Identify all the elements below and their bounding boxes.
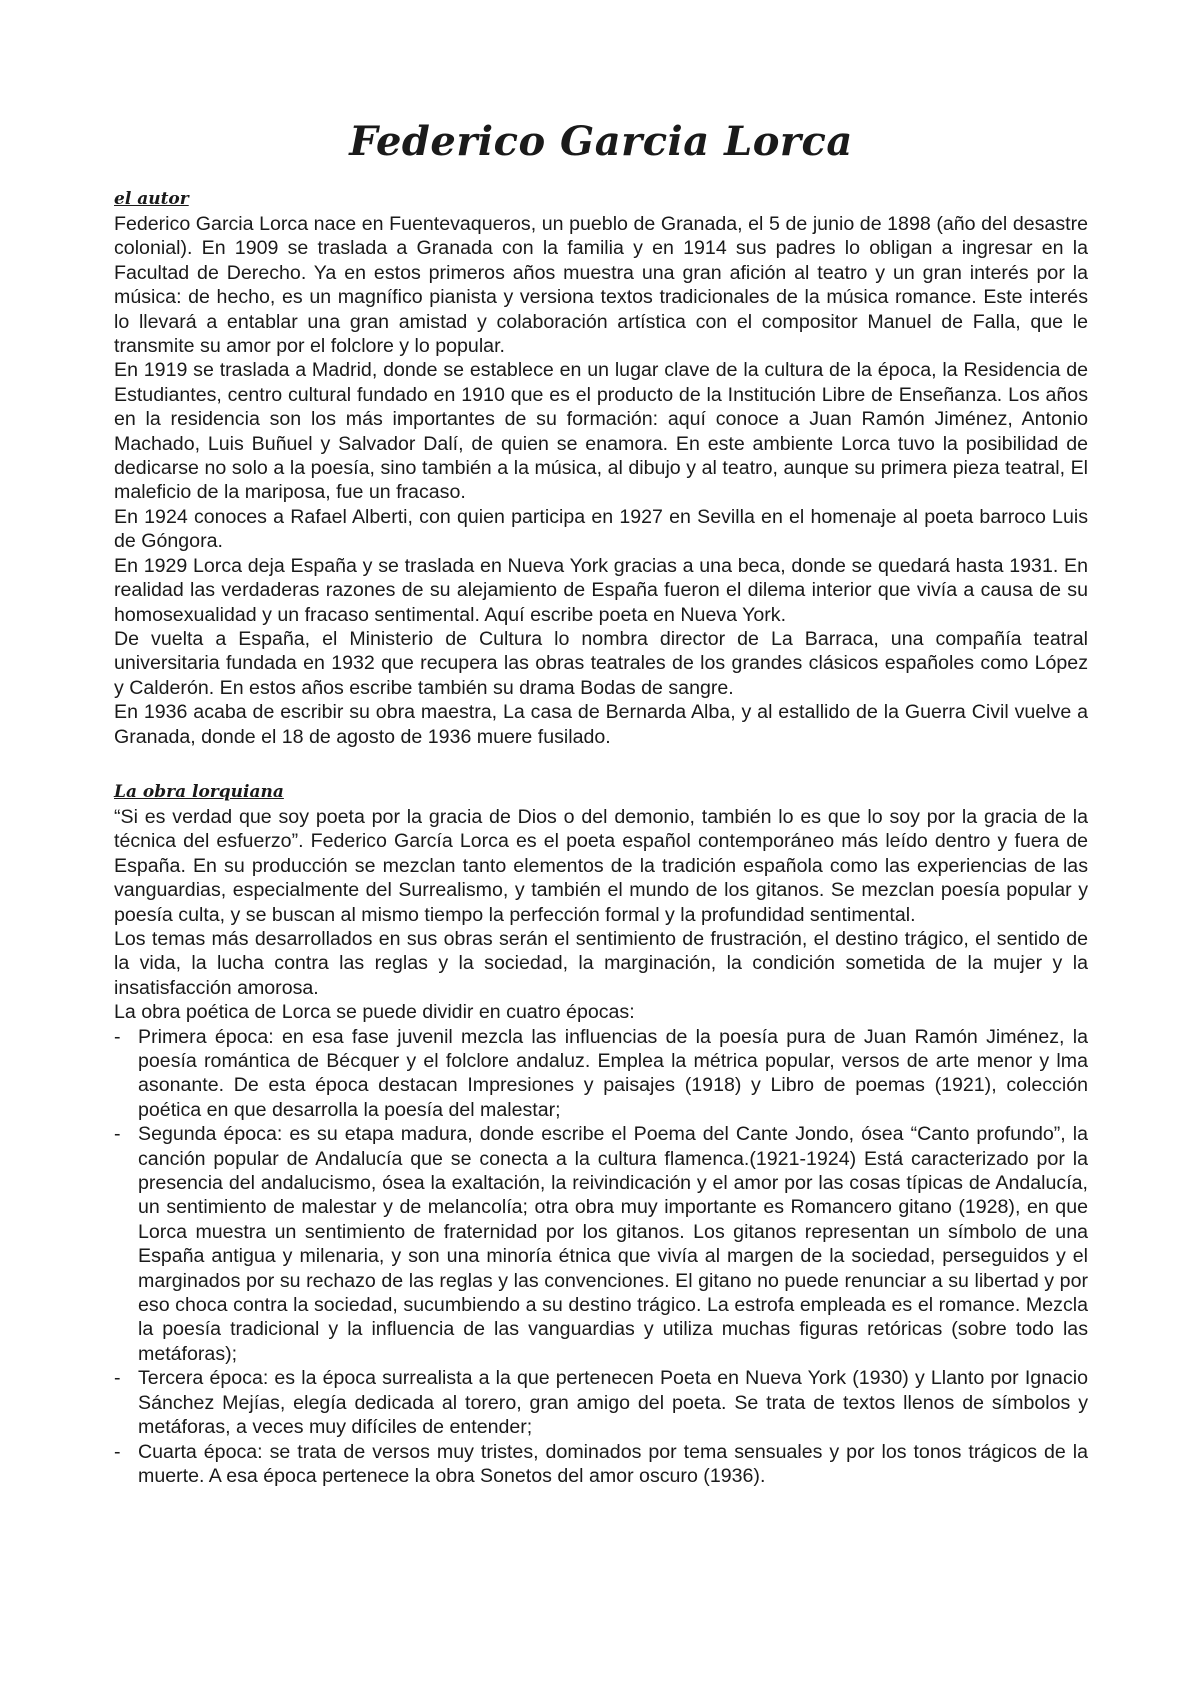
paragraph: Los temas más desarrollados en sus obras serán el sentimiento de frustración, el destino trágico, el sentido de la vida, la lucha contra las reglas y la sociedad, la marginación, la condición sometida de la mujer y la insatisfacción amorosa. [114, 927, 1088, 999]
section-heading-autor: el autor [114, 189, 189, 209]
paragraph: De vuelta a España, el Ministerio de Cultura lo nombra director de La Barraca, una compañía teatral universitaria fundada en 1932 que recupera las obras teatrales de los grandes clásicos españoles como López y Calderón. En estos años escribe también su drama Bodas de sangre. [114, 627, 1088, 699]
epocas-list [114, 1025, 1088, 1489]
section-heading-obra: La obra lorquiana [114, 781, 284, 802]
paragraph: En 1924 conoces a Rafael Alberti, con quien participa en 1927 en Sevilla en el homenaje al poeta barroco Luis de Góngora. [114, 505, 1088, 553]
list-item: - Primera época: en esa fase juvenil mezcla las influencias de la poesía pura de Juan Ramón Jiménez, la poesía romántica de Bécquer y el folclore andaluz. Emplea la métrica popular, versos de arte menor y lma asonante. De esta época destacan Impresiones y paisajes (1918) y Libro de poemas (1921), colección poética en que desarrolla la poesía del malestar; [114, 1025, 1088, 1123]
page-title: Federico Garcia Lorca [349, 118, 853, 165]
paragraph: “Si es verdad que soy poeta por la gracia de Dios o del demonio, también lo es que lo soy por la gracia de la técnica del esfuerzo”. Federico García Lorca es el poeta español contemporáneo más leído dentro y fuera de España. En su producción se mezclan tanto elementos de la tradición española como las experiencias de las vanguardias, especialmente del Surrealismo, y también el mundo de los gitanos. Se mezclan poesía popular y poesía culta, y se buscan al mismo tiempo la perfección formal y la profundidad sentimental. [114, 805, 1088, 926]
list-item: - Segunda época: es su etapa madura, donde escribe el Poema del Cante Jondo, ósea “Canto profundo”, la canción popular de Andalucía que se conecta a la cultura flamenca.(1921-1924) Está caracterizado por la presencia del andalucismo, ósea la exaltación, la reivindicación y el amor por las cosas típicas de Andalucía, un sentimiento de malestar y de melancolía; otra obra muy importante es Romancero gitano (1928), en que Lorca muestra un sentimiento de fraternidad por los gitanos. Los gitanos representan un símbolo de una España antigua y milenaria, y son una minoría étnica que vivía al margen de la sociedad, perseguidos y el marginados por su rechazo de las reglas y las convenciones. El gitano no puede renunciar a su libertad y por eso choca contra la sociedad, sucumbiendo a su destino trágico. La estrofa empleada es el romance. Mezcla la poesía tradicional y la influencia de las vanguardias y utiliza muchas figuras retóricas (sobre todo las metáforas); [114, 1122, 1088, 1366]
paragraph: En 1936 acaba de escribir su obra maestra, La casa de Bernarda Alba, y al estallido de la Guerra Civil vuelve a Granada, donde el 18 de agosto de 1936 muere fusilado. [114, 701, 1088, 748]
paragraph: En 1919 se traslada a Madrid, donde se establece en un lugar clave de la cultura de la época, la Residencia de Estudiantes, centro cultural fundado en 1910 que es el producto de la Institución Libre de Enseñanza. Los años en la residencia son los más importantes de su formación: aquí conoce a Juan Ramón Jiménez, Antonio Machado, Luis Buñuel y Salvador Dalí, de quien se enamora. En este ambiente Lorca tuvo la posibilidad de dedicarse no solo a la poesía, sino también a la música, al dibujo y al teatro, aunque su primera pieza teatral, El maleficio de la mariposa, fue un fracaso. [114, 359, 1088, 504]
list-item: - Cuarta época: se trata de versos muy tristes, dominados por tema sensuales y por los tonos trágicos de la muerte. A esa época pertenece la obra Sonetos del amor oscuro (1936). [114, 1440, 1088, 1489]
list-item: - Tercera época: es la época surrealista a la que pertenecen Poeta en Nueva York (1930) y Llanto por Ignacio Sánchez Mejías, elegía dedicada al torero, gran amigo del poeta. Se trata de textos llenos de símbolos y metáforas, a veces muy difíciles de entender; [114, 1366, 1088, 1439]
paragraph: La obra poética de Lorca se puede dividir en cuatro épocas: [114, 1001, 635, 1024]
section-obra-body [114, 805, 1088, 1488]
paragraph: Federico Garcia Lorca nace en Fuentevaqueros, un pueblo de Granada, el 5 de junio de 1898 (año del desastre colonial). En 1909 se traslada a Granada con la familia y en 1914 sus padres lo obligan a ingresar en la Facultad de Derecho. Ya en estos primeros años muestra una gran afición al teatro y un gran interés por la música: de hecho, es un magnífico pianista y versiona textos tradicionales de la música romance. Este interés lo llevará a entablar una gran amistad y colaboración artística con el compositor Manuel de Falla, que le transmite su amor por el folclore y lo popular. [114, 213, 1088, 358]
paragraph: En 1929 Lorca deja España y se traslada en Nueva York gracias a una beca, donde se quedará hasta 1931. En realidad las verdaderas razones de su alejamiento de España fueron el dilema interior que vivía a causa de su homosexualidad y un fracaso sentimental. Aquí escribe poeta en Nueva York. [114, 554, 1088, 626]
section-autor-body [114, 212, 1088, 749]
